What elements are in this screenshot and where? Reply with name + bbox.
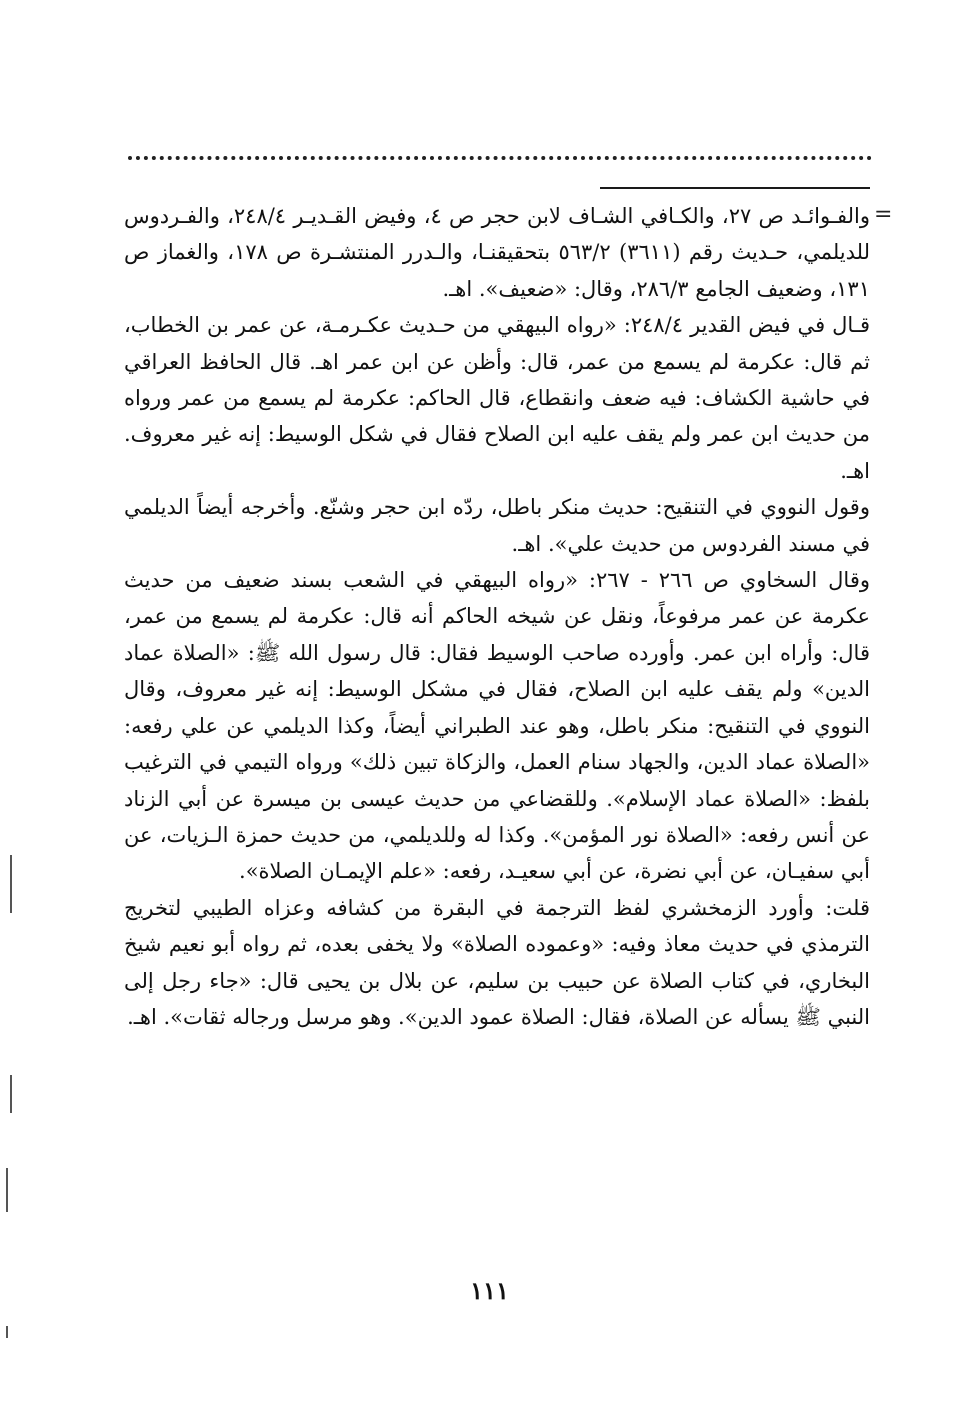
footnote-paragraph-faid-al-qadir: قـال في فيض القدير ٢٤٨/٤: «رواه البيهقي من حـديث عكـرمـة، عن عمر بن الخطاب، ثم قال: عكرمة لم يسمع من عمر، قال: وأظن عن ابن عمر اهـ. قال الحافظ العراقي في حاشية الكشاف: فيه ضعف وانقطاع، قال الحاكم: عكرمة لم يسمع من عمر ورواه من حديث ابن عمر ولم يقف عليه ابن الصلاح فقال في شكل الوسيط: إنه غير معروف. اهـ. [124, 313, 870, 483]
scan-edge-mark [6, 1326, 8, 1338]
continuation-mark: = [874, 202, 893, 227]
footnote-paragraph-nawawi: وقول النووي في التنقيح: حديث منكر باطل، ردّه ابن حجر وشنّع. وأخرجه أيضاً الديلمي في مسند الفردوس من حديث علي». اهـ. [124, 495, 870, 556]
footnote-body [124, 198, 870, 1035]
dotted-separator [128, 156, 872, 160]
footnote-paragraph-qultu: قلت: وأورد الزمخشري لفظ الترجمة في البقرة من كشافه وعزاه الطيبي لتخريج الترمذي في حديث معاذ وفيه: «وعموده الصلاة» ولا يخفى بعده، ثم رواه أبو نعيم شيخ البخاري، في كتاب الصلاة عن حبيب بن سليم، عن بلال بن يحيى قال: «جاء رجل إلى النبي ﷺ يسأله عن الصلاة، فقال: الصلاة عمود الدين». وهو مرسل ورجاله ثقات». اهـ. [124, 895, 870, 1029]
footnote-paragraph-sources: والفـوائـد ص ٢٧، والكـافي الشـاف لابن حجر ص ٤، وفيض القـديـر ٢٤٨/٤، والفـردوس للديلمي، حـديث رقم (٣٦١١) ٥٦٣/٢ بتحقيقنـا، والـدرر المنتشـرة ص ١٧٨، والغماز ص ١٣١، وضعيف الجامع ٢٨٦/٣، وقال: «ضعيف». اهـ. [124, 204, 871, 301]
footnote-paragraph-sakhawi: وقال السخاوي ص ٢٦٦ - ٢٦٧: «رواه البيهقي في الشعب بسند ضعيف من حديث عكرمة عن عمر مرفوعاً، ونقل عن شيخه الحاكم أنه قال: عكرمة لم يسمع من عمر، قال: وأراه ابن عمر. وأورده صاحب الوسيط فقال: قال رسول الله ﷺ: «الصلاة عماد الدين» ولم يقف عليه ابن الصلاح، فقال في مشكل الوسيط: إنه غير معروف، وقال النووي في التنقيح: منكر باطل، وهو عند الطبراني أيضاً، وكذا الديلمي عن علي رفعه: «الصلاة عماد الدين، والجهاد سنام العمل، والزكاة تبين ذلك» ورواه التيمي في الترغيب بلفظ: «الصلاة عماد الإسلام». وللقضاعي من حديث عيسى بن ميسرة عن أبي الزناد عن أنس رفعه: «الصلاة نور المؤمن». وكذا له وللديلمي، من حديث حمزة الـزيات، عن أبي سفيـان، عن أبي نضرة، عن أبي سعيـد، رفعه: «علم الإيمـان الصلاة». [124, 568, 871, 884]
scan-edge-mark [10, 855, 12, 913]
scan-edge-mark [10, 1075, 12, 1113]
footnote-rule [600, 187, 870, 189]
scan-edge-mark [6, 1168, 8, 1212]
page-number: ١١١ [470, 1276, 509, 1305]
